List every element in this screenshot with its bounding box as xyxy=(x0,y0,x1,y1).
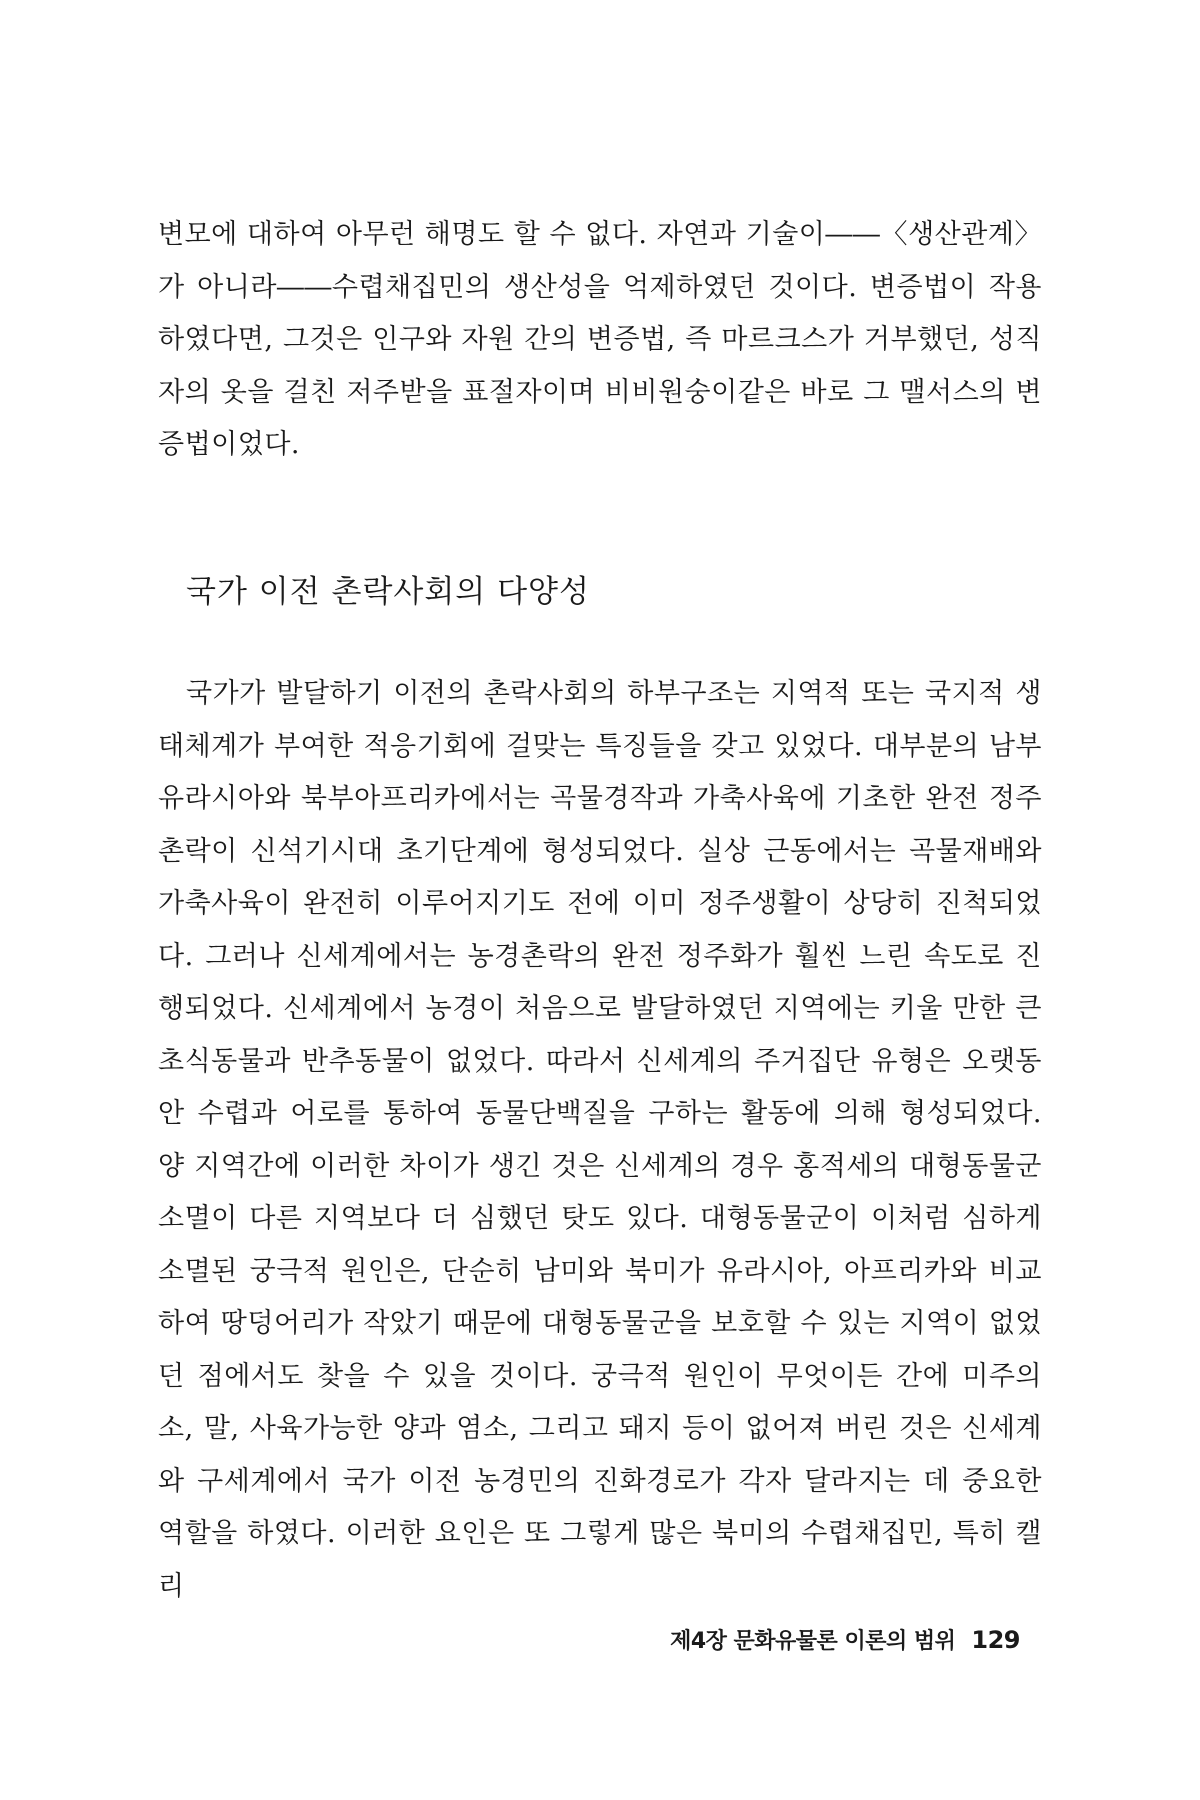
page-footer xyxy=(670,1624,1020,1655)
page-number: 129 xyxy=(971,1626,1020,1654)
body-paragraph-2 xyxy=(158,668,1042,1613)
running-title: 제4장 문화유물론 이론의 범위 xyxy=(670,1629,956,1654)
body-paragraph-2-text: 국가가 발달하기 이전의 촌락사회의 하부구조는 지역적 또는 국지적 생태체계가 부여한 적응기회에 걸맞는 특징들을 갖고 있었다. 대부분의 남부유라시아와 북부아프리카에서는 곡물경작과 가축사육에 기초한 완전 정주촌락이 신석기시대 초기단계에 형성되었다. 실상 근동에서는 곡물재배와 가축사육이 완전히 이루어지기도 전에 이미 정주생활이 상당히 진척되었다. 그러나 신세계에서는 농경촌락의 완전 정주화가 훨씬 느린 속도로 진행되었다. 신세계에서 농경이 처음으로 발달하였던 지역에는 키울 만한 큰 초식동물과 반추동물이 없었다. 따라서 신세계의 주거집단 유형은 오랫동안 수렵과 어로를 통하여 동물단백질을 구하는 활동에 의해 형성되었다. 양 지역간에 이러한 차이가 생긴 것은 신세계의 경우 홍적세의 대형동물군 소멸이 다른 지역보다 더 심했던 탓도 있다. 대형동물군이 이처럼 심하게 소멸된 궁극적 원인은, 단순히 남미와 북미가 유라시아, 아프리카와 비교하여 땅덩어리가 작았기 때문에 대형동물군을 보호할 수 있는 지역이 없었던 점에서도 찾을 수 있을 것이다. 궁극적 원인이 무엇이든 간에 미주의 소, 말, 사육가능한 양과 염소, 그리고 돼지 등이 없어져 버린 것은 신세계와 구세계에서 국가 이전 농경민의 진화경로가 각자 달라지는 데 중요한 역할을 하였다. 이러한 요인은 또 그렇게 많은 북미의 수렵채집민, 특히 캘리 xyxy=(158,678,1042,1602)
body-paragraph-1: 변모에 대하여 아무런 해명도 할 수 없다. 자연과 기술이――〈생산관계〉가 아니라――수렵채집민의 생산성을 억제하였던 것이다. 변증법이 작용하였다면, 그것은 인구와 자원 간의 변증법, 즉 마르크스가 거부했던, 성직자의 옷을 걸친 저주받을 표절자이며 비비원숭이같은 바로 그 맬서스의 변증법이었다. xyxy=(158,219,1042,460)
section-heading: 국가 이전 촌락사회의 다양성 xyxy=(186,574,590,610)
